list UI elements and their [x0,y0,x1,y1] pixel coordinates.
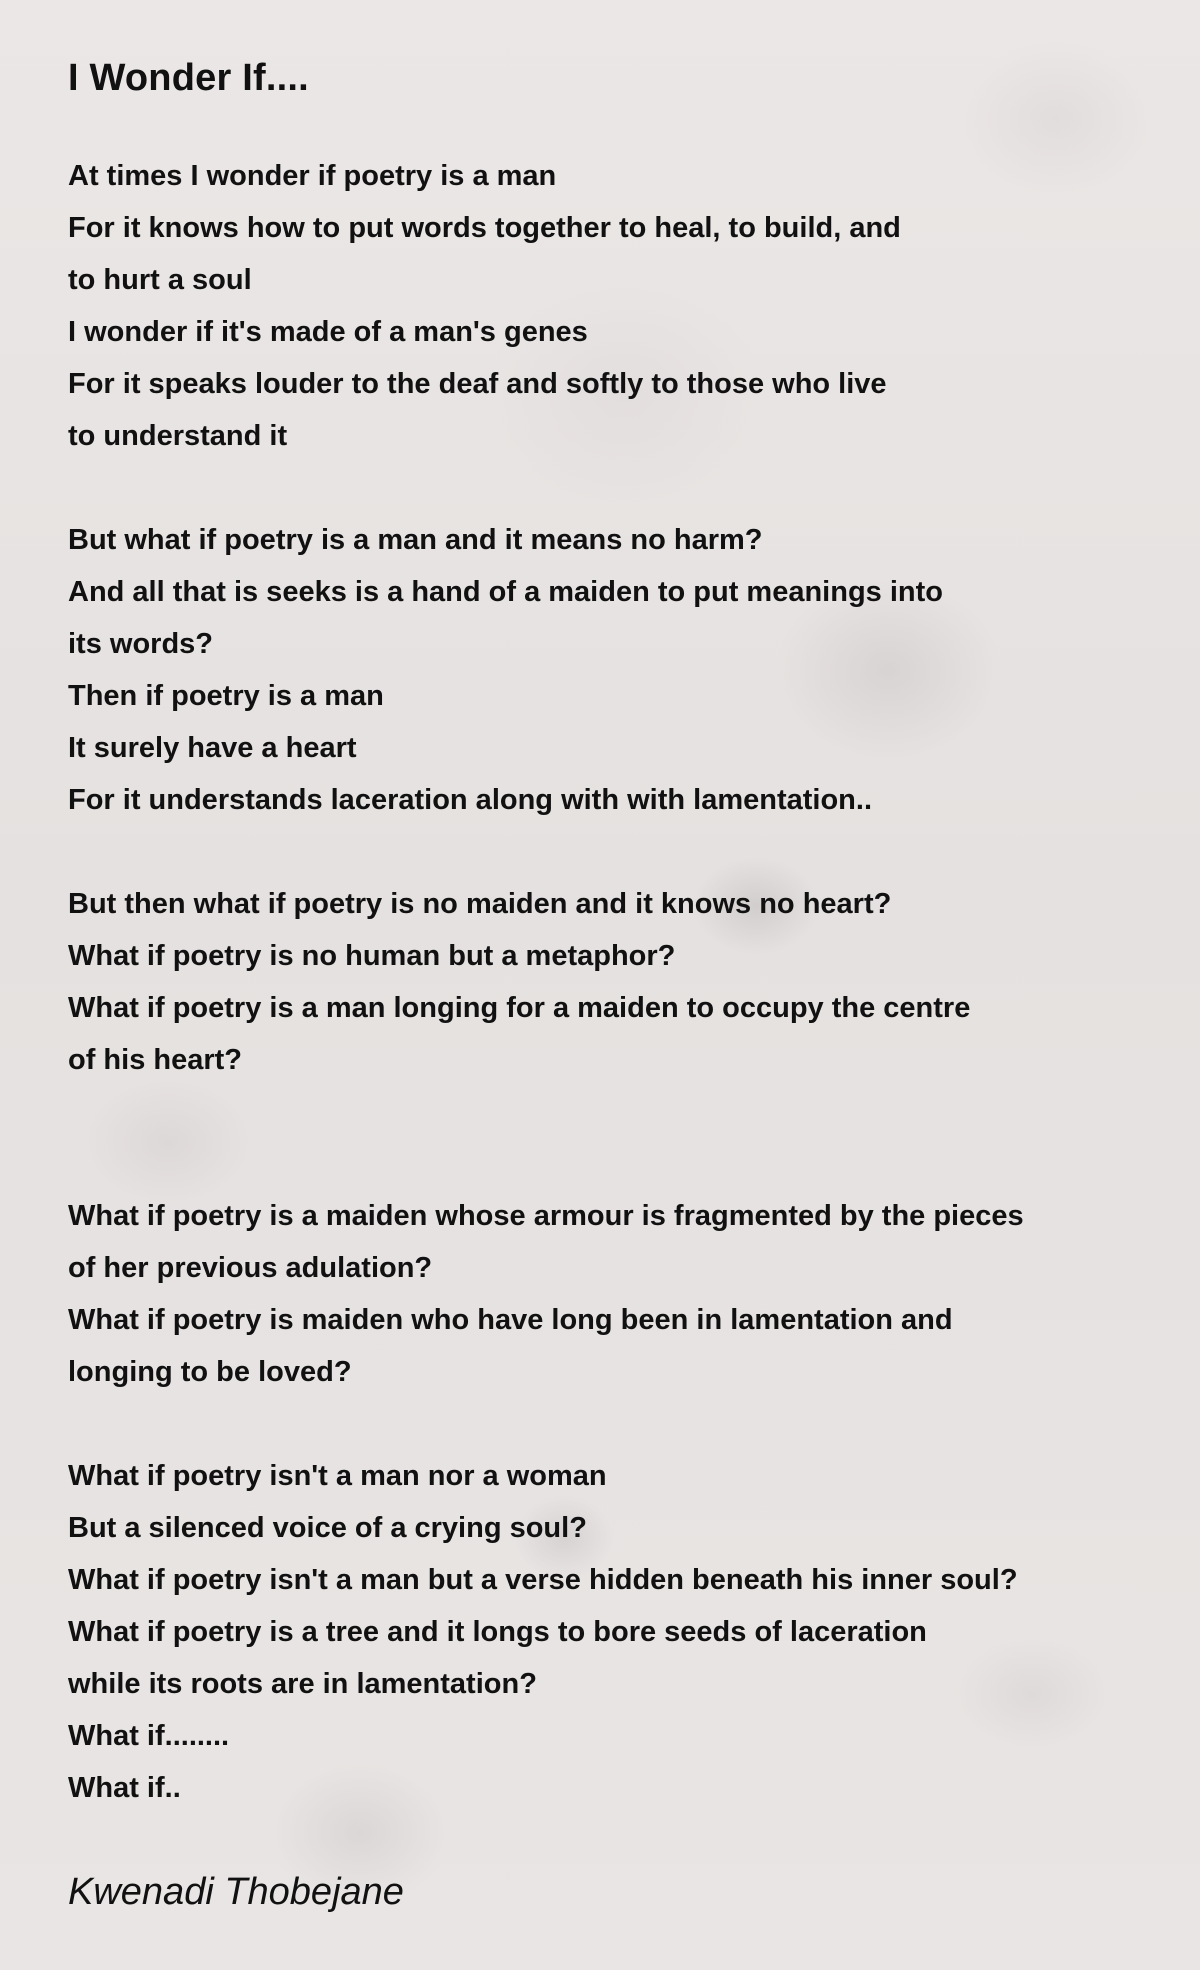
poem-line: But then what if poetry is no maiden and it knows no heart? [68,888,892,920]
poem-line: to understand it [68,420,288,452]
stanza-break [68,1398,1168,1450]
poem-line: I wonder if it's made of a man's genes [68,316,588,348]
poem-line: What if........ [68,1720,230,1752]
poem-line: At times I wonder if poetry is a man [68,160,557,192]
poem-line: But a silenced voice of a crying soul? [68,1512,587,1544]
poem-line: longing to be loved? [68,1356,352,1388]
poem-line: while its roots are in lamentation? [68,1668,537,1700]
poem-line: Then if poetry is a man [68,680,384,712]
poem-line: What if poetry isn't a man nor a woman [68,1460,607,1492]
poem-line: And all that is seeks is a hand of a maiden to put meanings into [68,576,943,608]
poem-line: It surely have a heart [68,732,357,764]
poem-line: What if poetry is no human but a metaphor? [68,940,676,972]
poem-container [68,48,1168,1814]
poem-line: of her previous adulation? [68,1252,433,1284]
poem-line: What if poetry is a maiden whose armour is fragmented by the pieces [68,1200,1024,1232]
stanza-break [68,462,1168,514]
poem-body [68,150,1168,1814]
stanza-break [68,1138,1168,1190]
poem-line: For it understands laceration along with with lamentation.. [68,784,873,816]
poem-line: But what if poetry is a man and it means no harm? [68,524,763,556]
poem-line: What if poetry is a tree and it longs to bore seeds of laceration [68,1616,927,1648]
poem-line: What if poetry is maiden who have long been in lamentation and [68,1304,953,1336]
poem-line: of his heart? [68,1044,243,1076]
poem-line: its words? [68,628,214,660]
poem-line: to hurt a soul [68,264,252,296]
poem-line: For it knows how to put words together to heal, to build, and [68,212,901,244]
poem-author: Kwenadi Thobejane [68,1871,404,1913]
stanza-break [68,826,1168,878]
stanza-break [68,1086,1168,1138]
poem-line: What if.. [68,1772,181,1804]
poem-line: What if poetry isn't a man but a verse hidden beneath his inner soul? [68,1564,1018,1596]
poem-line: For it speaks louder to the deaf and softly to those who live [68,368,887,400]
poem-title: I Wonder If.... [68,57,309,99]
poem-line: What if poetry is a man longing for a maiden to occupy the centre [68,992,971,1024]
